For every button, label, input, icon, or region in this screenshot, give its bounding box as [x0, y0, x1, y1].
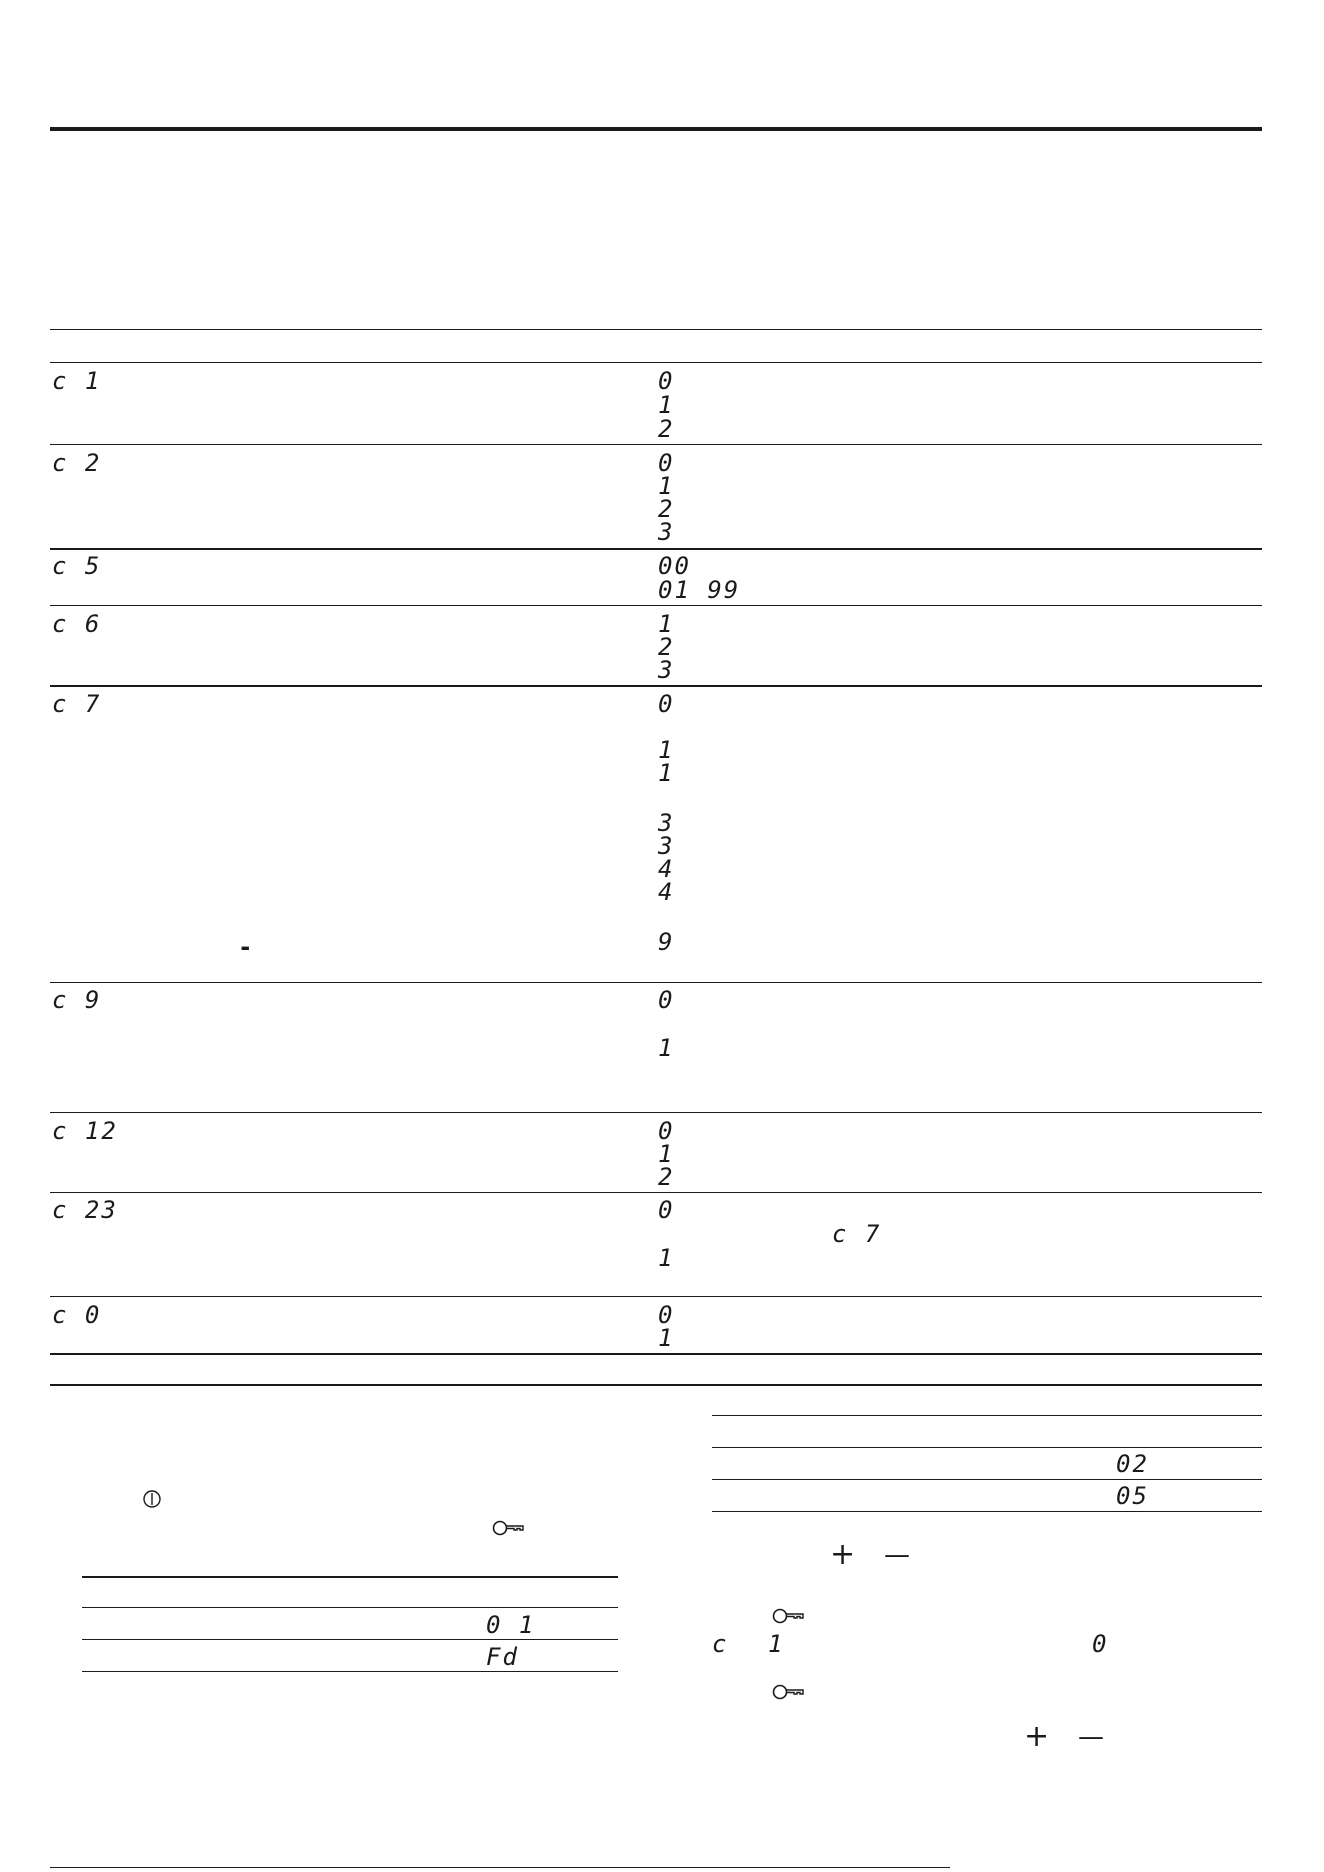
- right-table-bottom-rule: [712, 1511, 1262, 1512]
- right-table-value: 02: [1116, 1450, 1149, 1478]
- table-header-bottom-rule: [50, 362, 1262, 363]
- setting-value: 1: [658, 1034, 675, 1062]
- right-table-rule: [712, 1479, 1262, 1480]
- plus-symbol: +: [1024, 1719, 1050, 1754]
- setting-value: 0: [658, 986, 675, 1014]
- setting-code: c 9: [52, 986, 102, 1014]
- table-bottom-rule: [50, 1353, 1262, 1355]
- page-top-rule: [50, 127, 1262, 131]
- setting-value: 3: [658, 809, 675, 837]
- row-divider: [50, 548, 1262, 550]
- setting-code: c 1: [52, 367, 102, 395]
- right-table-top-rule: [712, 1415, 1262, 1416]
- setting-value: 3: [658, 832, 675, 860]
- setting-value: 3: [658, 656, 675, 684]
- setting-code: c 23: [52, 1196, 118, 1224]
- setting-value: 0: [658, 367, 675, 395]
- setting-value: 3: [658, 518, 675, 546]
- setting-code: c 12: [52, 1117, 118, 1145]
- row-divider: [50, 605, 1262, 606]
- left-table-value: 0 1: [486, 1611, 536, 1639]
- right-table-rule: [712, 1447, 1262, 1448]
- setting-code: c 0: [52, 1301, 102, 1329]
- row-divider: [50, 1296, 1262, 1297]
- left-table-bottom-rule: [82, 1671, 618, 1672]
- setting-code: c 7: [52, 690, 102, 718]
- setting-value: 1: [658, 1244, 675, 1272]
- setting-value: 1: [658, 610, 675, 638]
- power-icon: [142, 1489, 162, 1509]
- setting-value: 2: [658, 415, 675, 443]
- setting-value: 2: [658, 1163, 675, 1191]
- inline-setting-reference: c 7: [832, 1220, 882, 1248]
- setting-code: c 2: [52, 449, 102, 477]
- setting-value: 9: [658, 928, 675, 956]
- setting-value: 1: [658, 1140, 675, 1168]
- left-table-top-rule: [82, 1576, 618, 1578]
- code-display: c: [712, 1630, 729, 1658]
- setting-value: 2: [658, 633, 675, 661]
- setting-value: 0: [658, 1301, 675, 1329]
- setting-value: 1: [658, 391, 675, 419]
- digit-display: 1: [768, 1630, 785, 1658]
- key-lock-icon: [492, 1519, 526, 1537]
- setting-value: 0: [658, 1117, 675, 1145]
- setting-value: 1: [658, 1324, 675, 1352]
- row-divider: [50, 982, 1262, 983]
- setting-value: 00: [658, 552, 691, 580]
- digit-display: 0: [1092, 1630, 1109, 1658]
- setting-value: 0: [658, 690, 675, 718]
- setting-code: c 6: [52, 610, 102, 638]
- key-lock-icon: [772, 1607, 806, 1625]
- inline-mark: -: [238, 933, 255, 961]
- right-table-value: 05: [1116, 1482, 1149, 1510]
- page-bottom-rule: [50, 1867, 950, 1868]
- setting-value: 0: [658, 1196, 675, 1224]
- minus-symbol: —: [1078, 1722, 1104, 1752]
- left-table-rule: [82, 1607, 618, 1608]
- setting-value: 1: [658, 759, 675, 787]
- setting-value: 01 99: [658, 576, 741, 604]
- setting-value: 4: [658, 878, 675, 906]
- row-divider: [50, 1192, 1262, 1193]
- row-divider: [50, 685, 1262, 687]
- setting-value: 2: [658, 495, 675, 523]
- setting-value: 0: [658, 449, 675, 477]
- section-rule: [50, 1384, 1262, 1386]
- setting-code: c 5: [52, 552, 102, 580]
- minus-symbol: —: [884, 1540, 910, 1570]
- key-lock-icon: [772, 1683, 806, 1701]
- setting-value: 1: [658, 736, 675, 764]
- setting-value: 4: [658, 855, 675, 883]
- left-table-value: Fd: [486, 1643, 519, 1671]
- setting-value: 1: [658, 472, 675, 500]
- row-divider: [50, 1112, 1262, 1113]
- plus-symbol: +: [830, 1537, 856, 1572]
- table-header-top-rule: [50, 329, 1262, 330]
- left-table-rule: [82, 1639, 618, 1640]
- row-divider: [50, 444, 1262, 445]
